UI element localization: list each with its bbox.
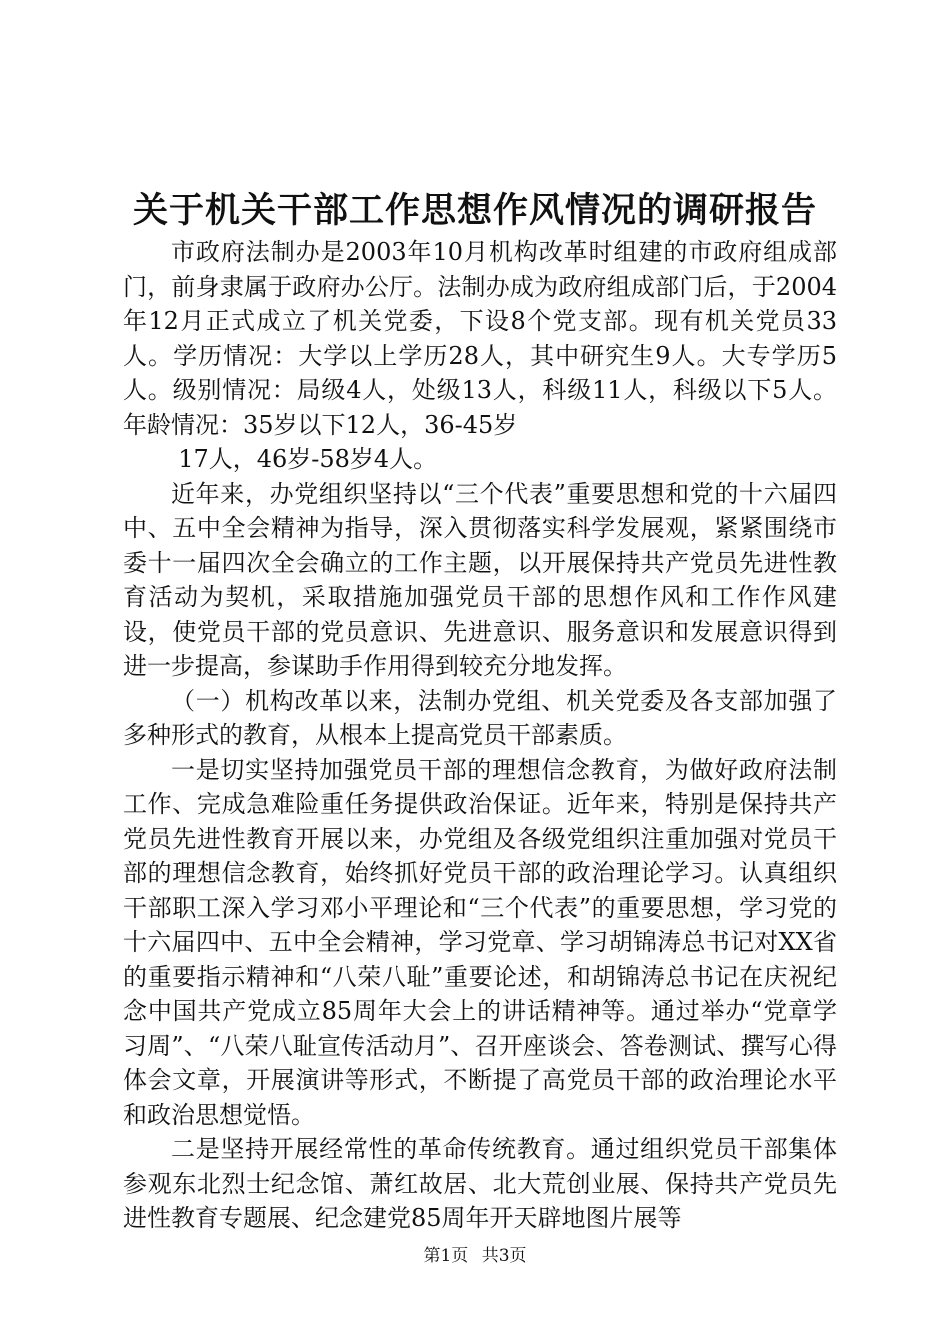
document-body	[123, 235, 837, 1236]
page-total: 共3页	[481, 1246, 527, 1266]
paragraph: 一是切实坚持加强党员干部的理想信念教育，为做好政府法制工作、完成急难险重任务提供政治保证。近年来，特别是保持共产党员先进性教育开展以来，办党组及各级党组织注重加强对党员干部的理想信念教育，始终抓好党员干部的政治理论学习。认真组织干部职工深入学习邓小平理论和“三个代表”的重要思想，学习党的十六届四中、五中全会精神，学习党章、学习胡锦涛总书记对XX省的重要指示精神和“八荣八耻”重要论述，和胡锦涛总书记在庆祝纪念中国共产党成立85周年大会上的讲话精神等。通过举办“党章学习周”、“八荣八耻宣传活动月”、召开座谈会、答卷测试、撰写心得体会文章，开展演讲等形式，不断提了高党员干部的政治理论水平和政治思想觉悟。	[123, 755, 837, 1129]
document-title: 关于机关干部工作思想作风情况的调研报告	[132, 190, 817, 231]
page-number: 第1页	[423, 1246, 469, 1266]
paragraph: 市政府法制办是2003年10月机构改革时组建的市政府组成部门，前身隶属于政府办公厅。法制办成为政府组成部门后，于2004年12月正式成立了机关党委，下设8个党支部。现有机关党员33人。学历情况：大学以上学历28人，其中研究生9人。大专学历5人。级别情况：局级4人，处级13人，科级11人，科级以下5人。年龄情况：35岁以下12人，36-45岁	[123, 238, 837, 439]
page-footer	[0, 1244, 950, 1268]
paragraph: 近年来，办党组织坚持以“三个代表”重要思想和党的十六届四中、五中全会精神为指导，深入贯彻落实科学发展观，紧紧围绕市委十一届四次全会确立的工作主题，以开展保持共产党员先进性教育活动为契机，采取措施加强党员干部的思想作风和工作作风建设，使党员干部的党员意识、先进意识、服务意识和发展意识得到进一步提高，参谋助手作用得到较充分地发挥。	[123, 479, 837, 680]
paragraph: 二是坚持开展经常性的革命传统教育。通过组织党员干部集体参观东北烈士纪念馆、萧红故居、北大荒创业展、保持共产党员先进性教育专题展、纪念建党85周年开天辟地图片展等	[123, 1135, 837, 1232]
paragraph: 17人，46岁-58岁4人。	[178, 445, 438, 473]
paragraph: （一）机构改革以来，法制办党组、机关党委及各支部加强了多种形式的教育，从根本上提高党员干部素质。	[123, 686, 837, 749]
